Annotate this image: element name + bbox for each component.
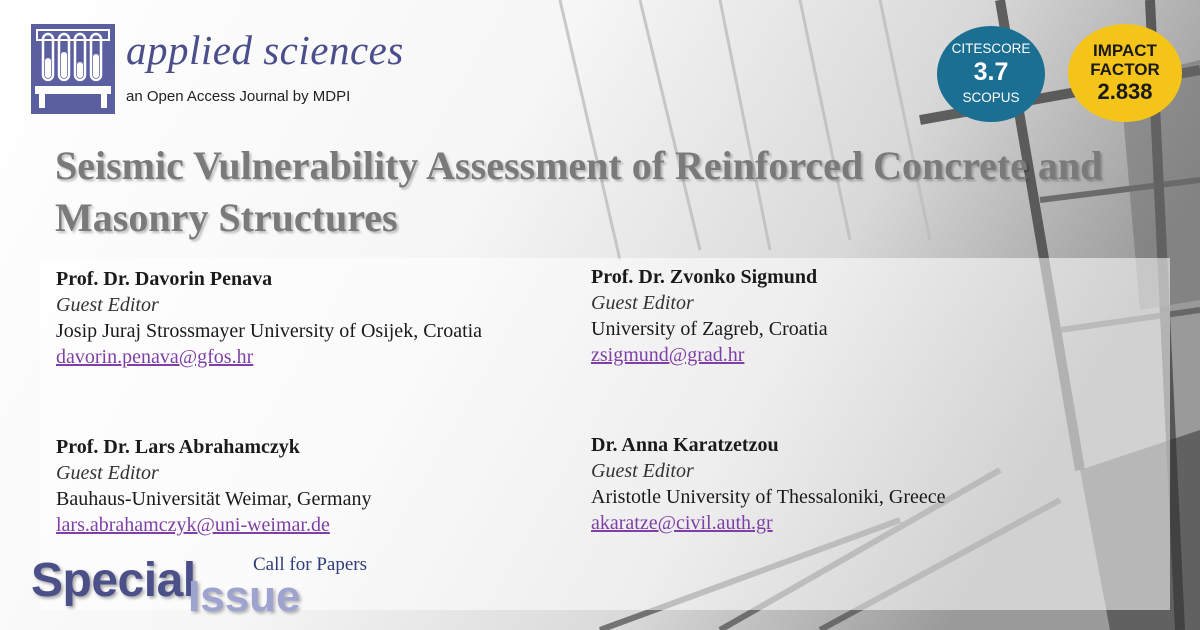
citescore-value: 3.7	[973, 58, 1009, 86]
editor-email-link[interactable]: zsigmund@grad.hr	[591, 344, 745, 366]
journal-logo	[31, 24, 115, 114]
editor-name: Prof. Dr. Zvonko Sigmund	[591, 266, 818, 288]
journal-name: applied sciences	[126, 27, 404, 73]
editor-affiliation: Josip Juraj Strossmayer University of Osijek, Croatia	[56, 320, 483, 342]
editor-email-link[interactable]: davorin.penava@gfos.hr	[56, 346, 254, 368]
editor-email-link[interactable]: lars.abrahamczyk@uni-weimar.de	[56, 514, 330, 536]
journal-subtitle: an Open Access Journal by MDPI	[126, 88, 351, 105]
editor-affiliation: University of Zagreb, Croatia	[591, 318, 828, 340]
editor-card	[56, 434, 566, 538]
impact-value: 2.838	[1097, 79, 1153, 104]
citescore-source: SCOPUS	[962, 90, 1020, 105]
editor-role: Guest Editor	[56, 294, 159, 316]
editor-name: Dr. Anna Karatzetzou	[591, 434, 779, 456]
editor-card	[591, 432, 1111, 536]
impact-label-1: IMPACT	[1093, 41, 1157, 60]
editor-role: Guest Editor	[56, 462, 159, 484]
editor-role: Guest Editor	[591, 460, 694, 482]
editor-affiliation: Bauhaus-Universität Weimar, Germany	[56, 488, 372, 510]
editor-card	[56, 266, 566, 370]
editor-role: Guest Editor	[591, 292, 694, 314]
impact-factor-badge	[1068, 24, 1182, 122]
editor-affiliation: Aristotle University of Thessaloniki, Greece	[591, 486, 946, 508]
citescore-label: CITESCORE	[951, 41, 1031, 56]
editor-email-link[interactable]: akaratze@civil.auth.gr	[591, 512, 773, 534]
editor-name: Prof. Dr. Davorin Penava	[56, 268, 273, 290]
impact-label-2: FACTOR	[1090, 60, 1160, 79]
citescore-badge	[937, 26, 1045, 122]
special-label: Special	[31, 554, 196, 607]
call-for-papers: Call for Papers	[253, 554, 367, 575]
editor-name: Prof. Dr. Lars Abrahamczyk	[56, 436, 300, 458]
issue-label: Issue	[188, 572, 301, 621]
special-issue-title: Seismic Vulnerability Assessment of Reinforced Concrete and Masonry Structures	[55, 143, 1103, 240]
test-tubes-icon	[31, 24, 115, 114]
editor-card	[591, 264, 1111, 368]
